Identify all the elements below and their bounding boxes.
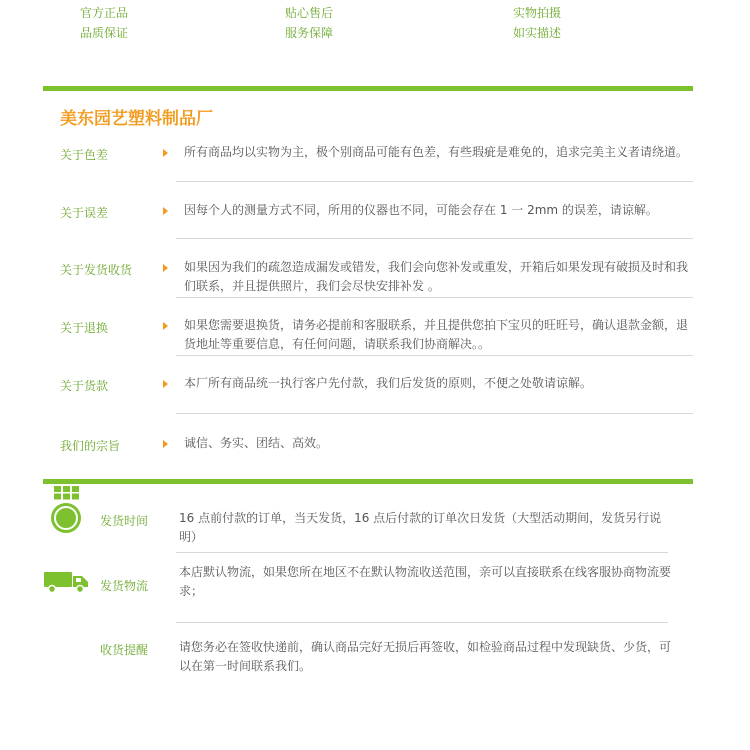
policy-label-color: 关于色差 — [60, 148, 109, 162]
shipping-text-time: 16 点前付款的订单，当天发货，16 点后付款的订单次日发货（大型活动期间，发货另行说明） — [179, 511, 662, 544]
feature-aftersale: 贴心售后 — [285, 6, 334, 20]
policy-separator — [176, 413, 693, 414]
policy-text-color: 所有商品均以实物为主，极个别商品可能有色差，有些瑕疵是难免的，追求完美主义者请绕道。 — [184, 145, 689, 159]
feature-official: 官方正品 — [80, 6, 129, 20]
policy-separator — [176, 238, 693, 239]
truck-icon — [44, 570, 89, 594]
arrow-right-icon — [163, 440, 168, 448]
policy-separator — [176, 181, 693, 182]
arrow-right-icon — [163, 264, 168, 272]
section-divider-top — [43, 86, 693, 91]
policy-text-tenet: 诚信、务实、团结、高效。 — [184, 436, 329, 450]
arrow-right-icon — [163, 207, 168, 215]
policy-label-error: 关于误差 — [60, 206, 109, 220]
policy-text-error: 因每个人的测量方式不同，所用的仪器也不同，可能会存在 1 一 2mm 的误差，请谅解。 — [184, 203, 658, 217]
policy-separator — [176, 355, 693, 356]
policy-label-payment: 关于货款 — [60, 379, 109, 393]
shipping-label-time: 发货时间 — [100, 514, 149, 528]
arrow-right-icon — [163, 322, 168, 330]
policy-text-return: 如果您需要退换货，请务必提前和客服联系，并且提供您拍下宝贝的旺旺号，确认退款金额，退货地址等重要信息，有任何问题，请联系我们协商解决。。 — [184, 318, 689, 351]
policy-label-delivery: 关于发货收货 — [60, 263, 133, 277]
feature-truedesc: 如实描述 — [513, 26, 562, 40]
arrow-right-icon — [163, 149, 168, 157]
clock-icon — [48, 486, 84, 534]
company-name: 美东园艺塑料制品厂 — [60, 109, 213, 129]
feature-service: 服务保障 — [285, 26, 334, 40]
shipping-text-receipt: 请您务必在签收快递前，确认商品完好无损后再签收，如检验商品过程中发现缺货、少货，可以在第一时间联系我们。 — [179, 640, 672, 673]
shipping-text-logistics: 本店默认物流，如果您所在地区不在默认物流收送范围，亲可以直接联系在线客服协商物流要求； — [179, 565, 672, 598]
arrow-right-icon — [163, 380, 168, 388]
feature-realphoto: 实物拍摄 — [513, 6, 562, 20]
policy-label-return: 关于退换 — [60, 321, 109, 335]
policy-text-payment: 本厂所有商品统一执行客户先付款，我们后发货的原则，不便之处敬请谅解。 — [184, 376, 593, 390]
policy-text-delivery: 如果因为我们的疏忽造成漏发或错发，我们会向您补发或重发，开箱后如果发现有破损及时和我们联系，并且提供照片，我们会尽快安排补发 。 — [184, 260, 689, 293]
shipping-label-logistics: 发货物流 — [100, 579, 149, 593]
policy-label-tenet: 我们的宗旨 — [60, 439, 121, 453]
section-divider-bottom — [43, 479, 693, 484]
shipping-separator — [176, 622, 668, 623]
policy-separator — [176, 297, 693, 298]
shipping-label-receipt: 收货提醒 — [100, 643, 149, 657]
feature-quality: 品质保证 — [80, 26, 129, 40]
shipping-separator — [176, 552, 668, 553]
